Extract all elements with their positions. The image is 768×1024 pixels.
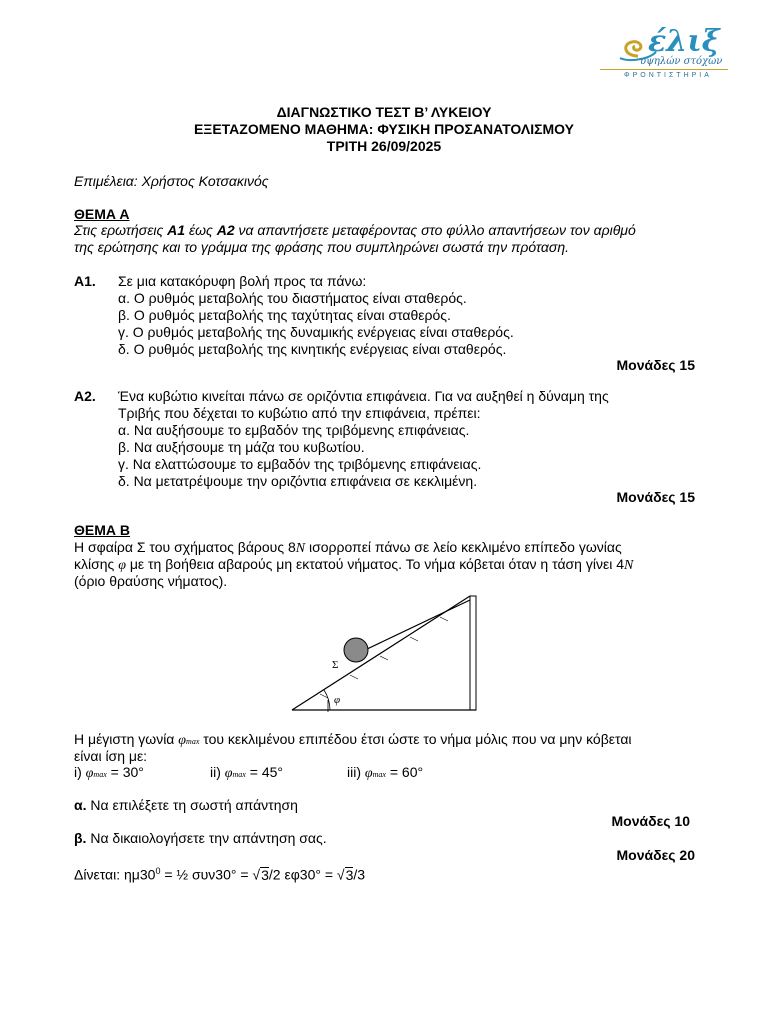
choice-value: = 60° [385,764,424,780]
thema-a-title: ΘΕΜΑ Α [74,206,130,222]
phi-symbol: φ [224,766,233,781]
task-beta-text: Να δικαιολογήσετε την απάντηση σας. [86,830,327,846]
sqrt-icon: √ [252,866,261,883]
task-alpha-text: Να επιλέξετε τη σωστή απάντηση [86,797,298,813]
given-superscript: 0 [155,866,161,876]
logo-divider [600,69,728,70]
intro-text: να απαντήσετε μεταφέροντας στο φύλλο απαντήσεων τον αριθμό [234,222,636,238]
thema-b-para-3: (όριο θραύσης νήματος). [74,573,228,589]
unit-newton: N [624,558,634,573]
question-a1-option: δ. Ο ρυθμός μεταβολής της κινητικής ενέργειας είναι σταθερός. [118,341,507,357]
question-a2-option: δ. Να μετατρέψουμε την οριζόντια επιφάνεια σε κεκλιμένη. [118,473,478,489]
thema-a-intro [74,222,636,239]
wall [470,596,476,710]
question-a2-points: Μονάδες 15 [616,489,695,505]
question-a1-option: γ. Ο ρυθμός μεταβολής της δυναμικής ενέργειας είναι σταθερός. [118,324,514,340]
thema-b-title: ΘΕΜΑ Β [74,522,130,538]
task-beta [74,830,327,847]
task-alpha-points: Μονάδες 10 [611,813,690,829]
header-date: ΤΡΙΤΗ 26/09/2025 [326,138,442,154]
choice-prefix: ii) [210,764,225,780]
given-text: Δίνεται: ημ30 [74,866,156,883]
intro-a1: A1 [167,222,186,238]
phi-subscript: max [372,770,386,779]
choice-prefix: i) [74,764,86,780]
given-text: = ½ συν30° = [160,866,253,883]
phi-subscript: max [93,770,107,779]
phi-symbol: φ [118,558,126,573]
task-alpha-label: α. [74,797,87,813]
phi-symbol: φ [364,766,373,781]
choice-ii [210,764,283,783]
header-subject: ΕΞΕΤΑΖΟΜΕΝΟ ΜΑΘΗΜΑ: ΦΥΣΙΚΗ ΠΡΟΣΑΝΑΤΟΛΙΣΜΟΥ [193,121,575,137]
logo-sub: ΦΡΟΝΤΙΣΤΗΡΙΑ [624,72,712,79]
phi-subscript: max [186,737,200,746]
angle-arc [324,690,330,710]
task-alpha [74,797,298,814]
thema-a-intro-2: της ερώτησης και το γράμμα της φράσης που συμπληρώνει σωστά την πρόταση. [74,239,569,255]
phi-symbol: φ [85,766,94,781]
sphere-label: Σ [332,659,339,671]
thema-b-question [74,731,632,750]
unit-newton: N [295,541,306,556]
question-text: Η μέγιστη γωνία [74,731,179,747]
question-text: του κεκλιμένου επιπέδου έτσι ώστε το νήμα μόλις που να μην κόβεται [199,731,632,747]
para-text: με τη βοήθεια αβαρούς μη εκτατού νήματος. Το νήμα κόβεται όταν η τάση γίνει 4 [125,556,624,572]
question-a1-text: Σε μια κατακόρυφη βολή προς τα πάνω: [118,273,367,289]
question-a2-text-2: Τριβής που δέχεται το κυβώτιο από την επιφάνεια, πρέπει: [118,405,481,421]
para-text: Η σφαίρα Σ του σχήματος βάρους 8 [74,539,296,555]
sqrt-radicand: 3 [345,866,354,883]
intro-text: έως [185,222,217,238]
thema-b-para-1 [74,539,622,557]
question-a1-option: β. Ο ρυθμός μεταβολής της ταχύτητας είναι σταθερός. [118,307,451,323]
choice-value: = 30° [106,764,144,780]
angle-label: φ [334,694,341,706]
sqrt-icon: √ [336,866,345,883]
thema-b-para-2 [74,556,633,574]
choice-iii [347,764,423,783]
given-text: /2 εφ30° = [268,866,337,883]
string [365,600,470,650]
logo-text: έλιξ [648,24,720,59]
para-text: ισορροπεί πάνω σε λείο κεκλιμένο επίπεδο γωνίας [305,539,622,555]
incline-hatching [320,617,448,698]
given-values [74,863,365,884]
question-a1-option: α. Ο ρυθμός μεταβολής του διαστήματος είναι σταθερός. [118,290,467,306]
given-text: /3 [353,866,366,883]
question-a2-option: γ. Να ελαττώσουμε το εμβαδόν της τριβόμενης επιφάνειας. [118,456,482,472]
logo [596,26,730,84]
choice-prefix: iii) [347,764,365,780]
sphere [344,638,368,662]
question-a2-text: Ένα κυβώτιο κινείται πάνω σε οριζόντια επιφάνεια. Για να αυξηθεί η δύναμη της [118,388,609,404]
question-a2-option: α. Να αυξήσουμε το εμβαδόν της τριβόμενης επιφάνειας. [118,422,470,438]
phi-subscript: max [232,770,246,779]
task-beta-points: Μονάδες 20 [616,847,695,863]
choice-value: = 45° [245,764,283,780]
para-text: κλίσης [74,556,119,572]
header-title: ΔΙΑΓΝΩΣΤΙΚΟ ΤΕΣΤ Β’ ΛΥΚΕΙΟΥ [276,104,492,120]
task-beta-label: β. [74,830,87,846]
intro-a2: A2 [216,222,235,238]
sqrt-radicand: 3 [261,866,269,883]
phi-symbol: φ [178,733,187,748]
editor-line: Επιμέλεια: Χρήστος Κοτσακινός [74,173,269,189]
question-a1-points: Μονάδες 15 [616,357,695,373]
question-a2-label: Α2. [74,388,96,404]
question-a1-label: Α1. [74,273,96,289]
incline-figure [290,588,490,718]
question-a2-option: β. Να αυξήσουμε τη μάζα του κυβωτίου. [118,439,365,455]
intro-text: Στις ερωτήσεις [74,222,168,238]
logo-tagline: υψηλών στόχων [640,56,723,67]
thema-b-question-2: είναι ίση με: [74,748,148,764]
choice-i [74,764,144,783]
